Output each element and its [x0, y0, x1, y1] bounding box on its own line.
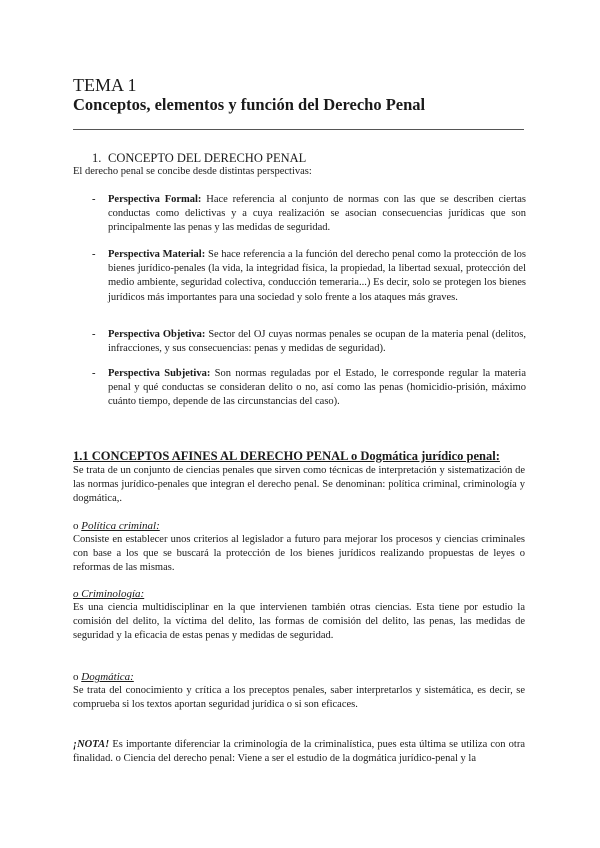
document-title: Conceptos, elementos y función del Derecho Penal — [73, 95, 426, 114]
section-number: 1. — [92, 151, 102, 165]
subheading-criminologia — [73, 587, 144, 601]
subheading-prefix: o — [73, 671, 82, 683]
list-item-text — [108, 248, 526, 305]
section-title: CONCEPTO DEL DERECHO PENAL — [108, 151, 307, 165]
subheading-label: o Criminología: — [73, 588, 145, 600]
dash-bullet: - — [92, 249, 96, 260]
title-divider — [73, 129, 524, 130]
subsection-intro: Se trata de un conjunto de ciencias penales que sirven como técnicas de interpretación y sistematización de las normas jurídico-penales que integran el derecho penal. Se denominan: política criminal, criminología y dogmática,. — [73, 465, 525, 505]
note-paragraph — [73, 738, 525, 766]
paragraph-politica-criminal: Consiste en establecer unos criterios al legislador a futuro para mejorar los procesos y ciencias criminales con base a los que se buscará la protección de los bienes jurídicos realizando propuestas de leyes o reformas de las mismas. — [73, 534, 525, 574]
paragraph-criminologia: Es una ciencia multidisciplinar en la que intervienen también otras ciencias. Esta tiene por estudio la comisión del delito, la víctima del delito, las formas de comisión del delito, las penas, las medidas de seguridad y la eficacia de estas penas y medidas de seguridad. — [73, 602, 525, 642]
list-item-text — [108, 193, 526, 236]
term: Perspectiva Subjetiva: — [108, 368, 211, 379]
dash-bullet: - — [92, 368, 96, 379]
topic-number: TEMA 1 — [73, 75, 137, 95]
definition: Sector del OJ cuyas normas penales se ocupan de la materia penal (delitos, infracciones, y sus consecuencias: penas y medidas de seguridad). — [108, 329, 526, 355]
definition: Se hace referencia a la función del derecho penal como la protección de los bienes jurídico-penales (la vida, la integridad física, la propiedad, la libertad sexual, protección del medio ambiente, seguridad colectiva, conducción temeraria...) Es decir, solo se protegen los bienes jurídicos más importantes para una sociedad y solo frente a los ataques más graves. — [108, 249, 526, 303]
note-text: Es importante diferenciar la criminología de la criminalística, pues esta última se utiliza con otra finalidad. o Ciencia del derecho penal: Viene a ser el estudio de la dogmática jurídico-penal y la — [73, 739, 525, 765]
subheading-label: Dogmática: — [81, 671, 134, 683]
note-label: ¡NOTA! — [73, 739, 110, 750]
definition: Hace referencia al conjunto de normas con las que se describen ciertas conductas como delictivas y a cuya realización se asocian consecuencias jurídicas que son principalmente las penas y las medidas de seguridad. — [108, 194, 526, 234]
paragraph-dogmatica: Se trata del conocimiento y crítica a los preceptos penales, saber interpretarlos y sistemática, es decir, se comprueba si los textos aportan seguridad jurídica o si son eficaces. — [73, 685, 525, 711]
subheading-dogmatica — [73, 670, 134, 684]
definition: Son normas reguladas por el Estado, le corresponde regular la materia penal y qué conductas se consideran delito o no, así como las penas (homicidio-prisión, máximo cuánto tiempo, depende de las circunstancias del caso). — [108, 368, 527, 408]
subheading-label: Política criminal: — [81, 520, 160, 532]
dash-bullet: - — [92, 329, 96, 340]
subsection-heading: 1.1 CONCEPTOS AFINES AL DERECHO PENAL o Dogmática jurídico penal: — [73, 449, 500, 463]
section-intro: El derecho penal se concibe desde distintas perspectivas: — [73, 166, 312, 177]
list-item-text — [108, 367, 526, 410]
term: Perspectiva Material: — [108, 249, 206, 260]
list-item-text — [108, 328, 526, 356]
section-heading-concepto — [92, 151, 306, 165]
subheading-politica-criminal — [73, 519, 160, 533]
term: Perspectiva Objetiva: — [108, 329, 206, 340]
dash-bullet: - — [92, 194, 96, 205]
term: Perspectiva Formal: — [108, 194, 202, 205]
subheading-prefix: o — [73, 520, 82, 532]
